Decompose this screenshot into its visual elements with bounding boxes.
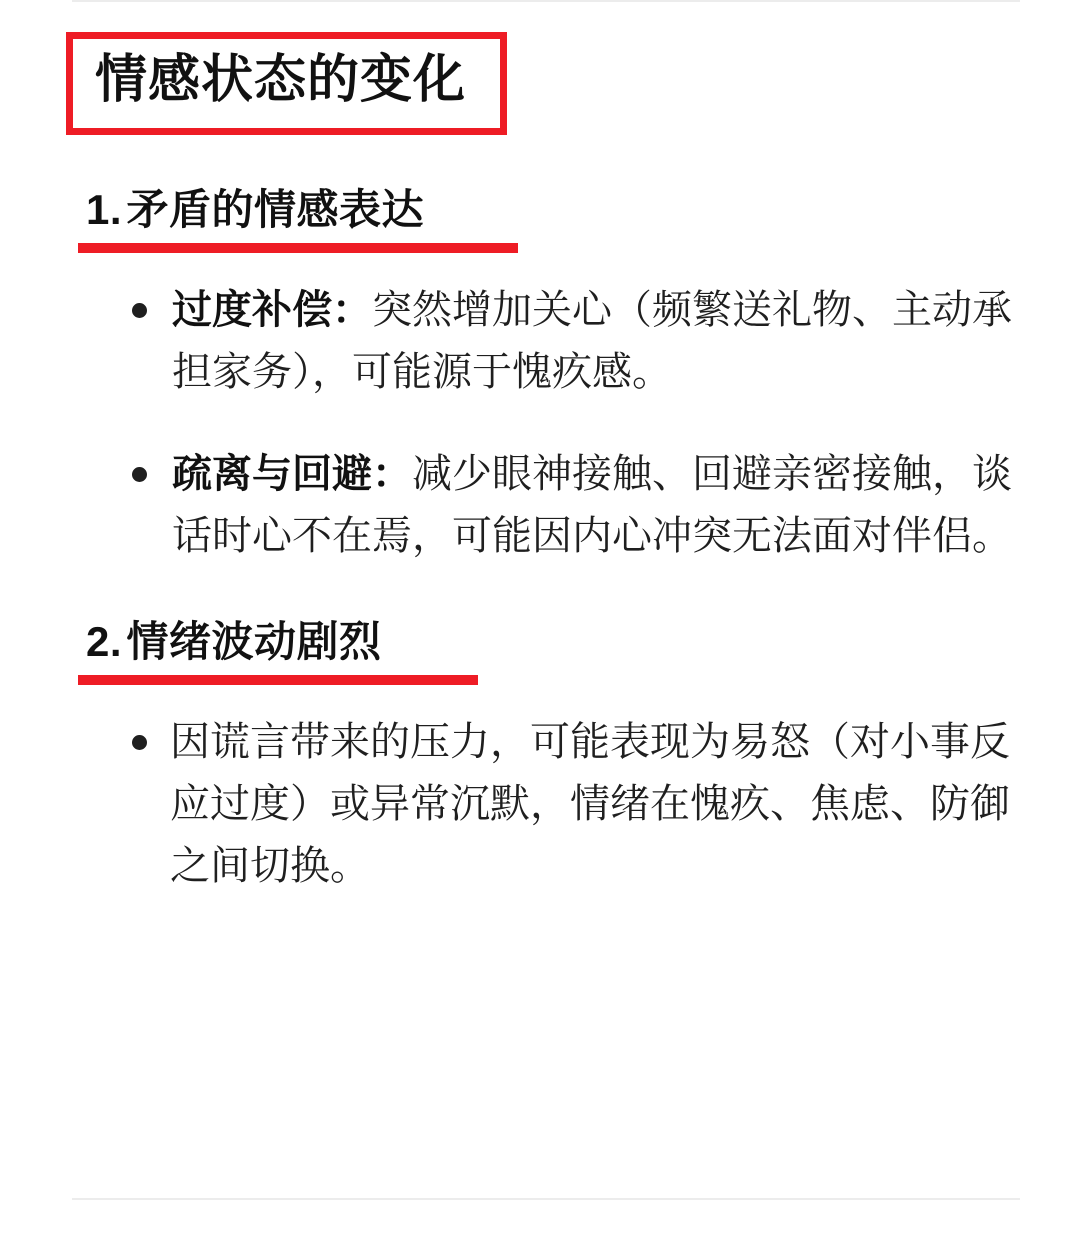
bullet-text: 突然增加关心（频繁送礼物、主动承担家务），可能源于愧疚感。 — [172, 287, 1012, 394]
bullet-text: 因谎言带来的压力，可能表现为易怒（对小事反应过度）或异常沉默，情绪在愧疚、焦虑、防御之间切换。 — [170, 719, 1010, 888]
bullet-dot-icon — [132, 303, 147, 318]
bullet-lead: 过度补偿： — [172, 287, 372, 332]
section-2-underline — [78, 675, 478, 685]
bullet-lead: 疏离与回避： — [172, 451, 412, 496]
section-2-number: 2. — [86, 617, 123, 665]
section-1-heading — [86, 177, 424, 253]
section-2-bullet-list — [60, 711, 1022, 897]
page-title-box — [66, 32, 507, 135]
section-2-title: 情绪波动剧烈 — [126, 617, 382, 665]
list-item — [60, 711, 1022, 897]
bullet-text: 减少眼神接触、回避亲密接触，谈话时心不在焉，可能因内心冲突无法面对伴侣。 — [172, 451, 1012, 558]
section-1-title: 矛盾的情感表达 — [126, 185, 424, 233]
list-item — [60, 279, 1022, 403]
section-2 — [60, 609, 1022, 897]
section-1-number: 1. — [86, 185, 123, 233]
section-1-bullet-list — [60, 279, 1022, 567]
section-2-heading — [86, 609, 382, 685]
list-item — [60, 443, 1022, 567]
bottom-divider — [72, 1198, 1020, 1200]
bullet-dot-icon — [132, 735, 147, 750]
section-1-underline — [78, 243, 518, 253]
bullet-dot-icon — [132, 467, 147, 482]
page-title: 情感状态的变化 — [95, 51, 467, 109]
section-1 — [60, 177, 1022, 567]
